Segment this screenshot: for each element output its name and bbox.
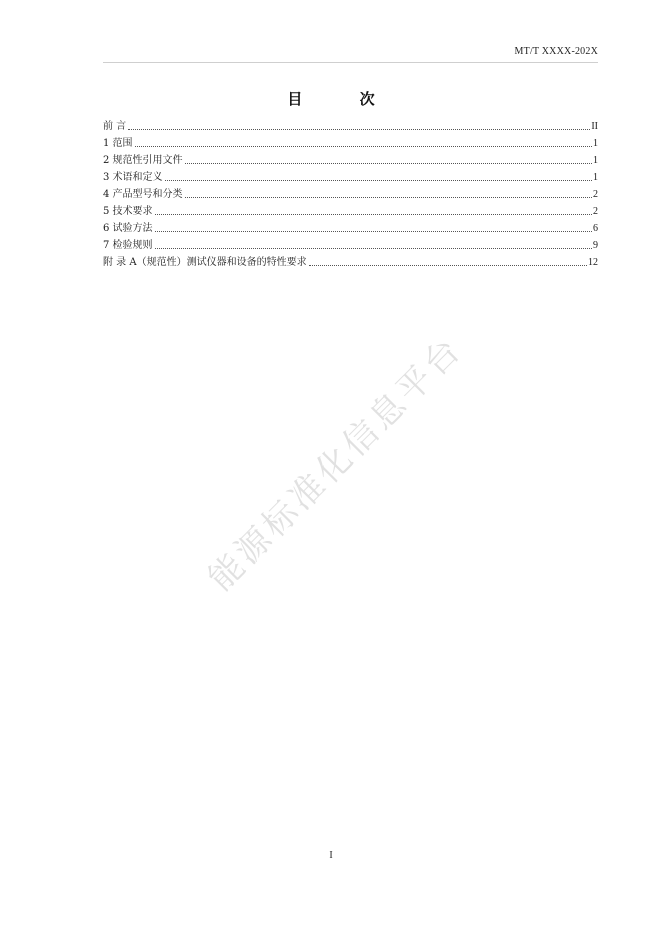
header-divider — [103, 62, 598, 63]
toc-leader-dots — [309, 265, 587, 266]
table-of-contents — [103, 116, 598, 269]
page-number: I — [329, 850, 333, 861]
toc-leader-dots — [155, 231, 592, 232]
toc-leader-dots — [155, 214, 592, 215]
document-code: MT/T XXXX-202X — [514, 46, 598, 57]
toc-entry-technical-requirements[interactable] — [103, 201, 598, 218]
toc-entry-label: 1 范围 — [103, 138, 133, 149]
toc-entry-scope[interactable] — [103, 133, 598, 150]
toc-entry-appendix-a[interactable] — [103, 252, 598, 269]
toc-leader-dots — [185, 197, 592, 198]
toc-leader-dots — [128, 129, 590, 130]
toc-entry-test-methods[interactable] — [103, 218, 598, 235]
watermark: 能源标准化信息平台 — [200, 328, 471, 599]
toc-leader-dots — [155, 248, 592, 249]
toc-entry-page: 1 — [593, 155, 598, 166]
toc-entry-label: 附 录 A（规范性）测试仪器和设备的特性要求 — [103, 257, 307, 268]
toc-entry-label: 2 规范性引用文件 — [103, 155, 183, 166]
toc-entry-page: 6 — [593, 223, 598, 234]
toc-entry-inspection-rules[interactable] — [103, 235, 598, 252]
toc-entry-page: 1 — [593, 172, 598, 183]
toc-entry-page: 9 — [593, 240, 598, 251]
toc-entry-page: II — [591, 121, 598, 132]
toc-leader-dots — [165, 180, 592, 181]
toc-entry-label: 4 产品型号和分类 — [103, 189, 183, 200]
toc-entry-page: 2 — [593, 206, 598, 217]
toc-entry-product-models[interactable] — [103, 184, 598, 201]
toc-entry-label: 前 言 — [103, 121, 127, 132]
toc-entry-normative-references[interactable] — [103, 150, 598, 167]
toc-entry-foreword[interactable] — [103, 116, 598, 133]
toc-leader-dots — [185, 163, 592, 164]
toc-title: 目 次 — [287, 90, 401, 108]
toc-entry-label: 3 术语和定义 — [103, 172, 163, 183]
toc-entry-page: 2 — [593, 189, 598, 200]
toc-entry-label: 5 技术要求 — [103, 206, 153, 217]
toc-entry-page: 1 — [593, 138, 598, 149]
toc-entry-terms-definitions[interactable] — [103, 167, 598, 184]
toc-entry-page: 12 — [588, 257, 598, 268]
toc-entry-label: 6 试验方法 — [103, 223, 153, 234]
toc-leader-dots — [135, 146, 592, 147]
toc-entry-label: 7 检验规则 — [103, 240, 153, 251]
